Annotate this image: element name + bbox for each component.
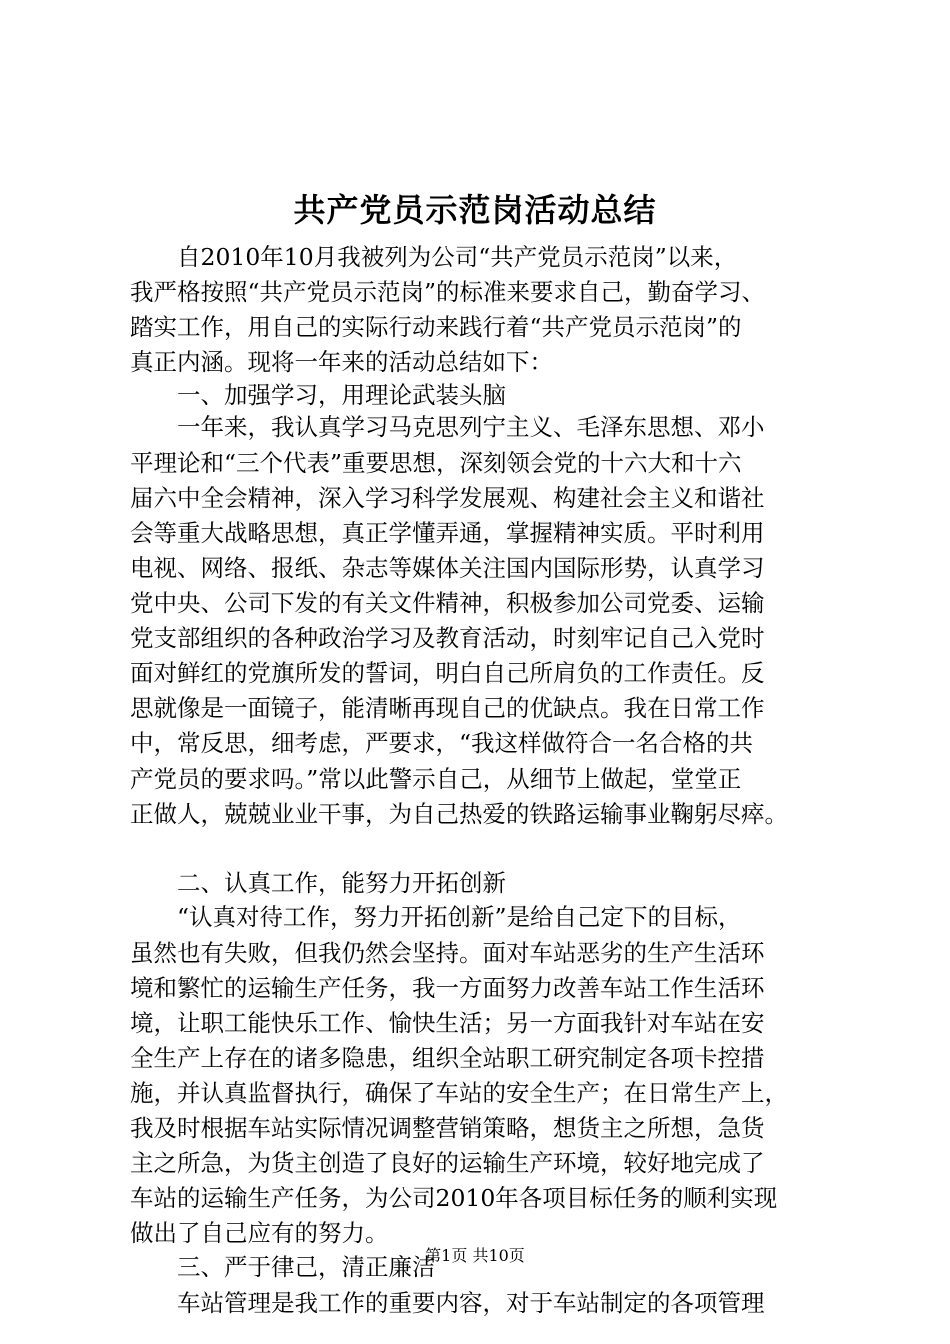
body-line: 党中央、公司下发的有关文件精神，积极参加公司党委、运输 xyxy=(130,589,765,617)
document-title: 共产党员示范岗活动总结 xyxy=(293,191,657,229)
body-line: 我及时根据车站实际情况调整营销策略，想货主之所想，急货 xyxy=(130,1114,765,1142)
body-line: 思就像是一面镜子，能清晰再现自己的优缺点。我在日常工作 xyxy=(130,694,765,722)
body-line: 我严格按照“共产党员示范岗”的标准来要求自己，勤奋学习、 xyxy=(130,278,766,306)
body-line: 二、认真工作，能努力开拓创新 xyxy=(130,869,506,897)
body-line: 境，让职工能快乐工作、愉快生活；另一方面我针对车站在安 xyxy=(130,1009,765,1037)
body-line: 施，并认真监督执行，确保了车站的安全生产；在日常生产上， xyxy=(130,1079,788,1107)
body-line: 三、严于律己，清正廉洁 xyxy=(130,1253,436,1281)
body-line: 会等重大战略思想，真正学懂弄通，掌握精神实质。平时利用 xyxy=(130,519,765,547)
body-line: 产党员的要求吗。”常以此警示自己，从细节上做起，堂堂正 xyxy=(130,765,742,793)
body-line: 虽然也有失败，但我仍然会坚持。面对车站恶劣的生产生活环 xyxy=(130,939,765,967)
body-line: 境和繁忙的运输生产任务，我一方面努力改善车站工作生活环 xyxy=(130,974,765,1002)
body-line: 车站的运输生产任务，为公司2010年各项目标任务的顺利实现 xyxy=(130,1184,778,1212)
body-line: 全生产上存在的诸多隐患，组织全站职工研究制定各项卡控措 xyxy=(130,1044,765,1072)
body-line: 主之所急，为货主创造了良好的运输生产环境，较好地完成了 xyxy=(130,1149,765,1177)
body-line: “认真对待工作，努力开拓创新”是给自己定下的目标， xyxy=(130,903,742,931)
page-footer: 第1页 共10页 xyxy=(425,1246,525,1265)
body-line: 自2010年10月我被列为公司“共产党员示范岗”以来， xyxy=(130,243,738,271)
body-line: 一、加强学习，用理论武装头脑 xyxy=(130,381,506,409)
body-line: 平理论和“三个代表”重要思想，深刻领会党的十六大和十六 xyxy=(130,449,742,477)
body-line: 党支部组织的各种政治学习及教育活动，时刻牢记自己入党时 xyxy=(130,624,765,652)
body-line: 一年来，我认真学习马克思列宁主义、毛泽东思想、邓小 xyxy=(130,413,765,441)
body-line: 正做人，兢兢业业干事，为自己热爱的铁路运输事业鞠躬尽瘁。 xyxy=(130,800,788,828)
body-line: 届六中全会精神，深入学习科学发展观、构建社会主义和谐社 xyxy=(130,484,765,512)
body-line: 真正内涵。现将一年来的活动总结如下： xyxy=(130,348,553,376)
body-line: 车站管理是我工作的重要内容，对于车站制定的各项管理 xyxy=(130,1289,765,1317)
body-line: 面对鲜红的党旗所发的誓词，明白自己所肩负的工作责任。反 xyxy=(130,659,765,687)
body-line: 电视、网络、报纸、杂志等媒体关注国内国际形势，认真学习 xyxy=(130,554,765,582)
body-line: 中，常反思，细考虑，严要求，“我这样做符合一名合格的共 xyxy=(130,729,754,757)
body-line: 踏实工作，用自己的实际行动来践行着“共产党员示范岗”的 xyxy=(130,313,742,341)
body-line: 做出了自己应有的努力。 xyxy=(130,1219,389,1247)
